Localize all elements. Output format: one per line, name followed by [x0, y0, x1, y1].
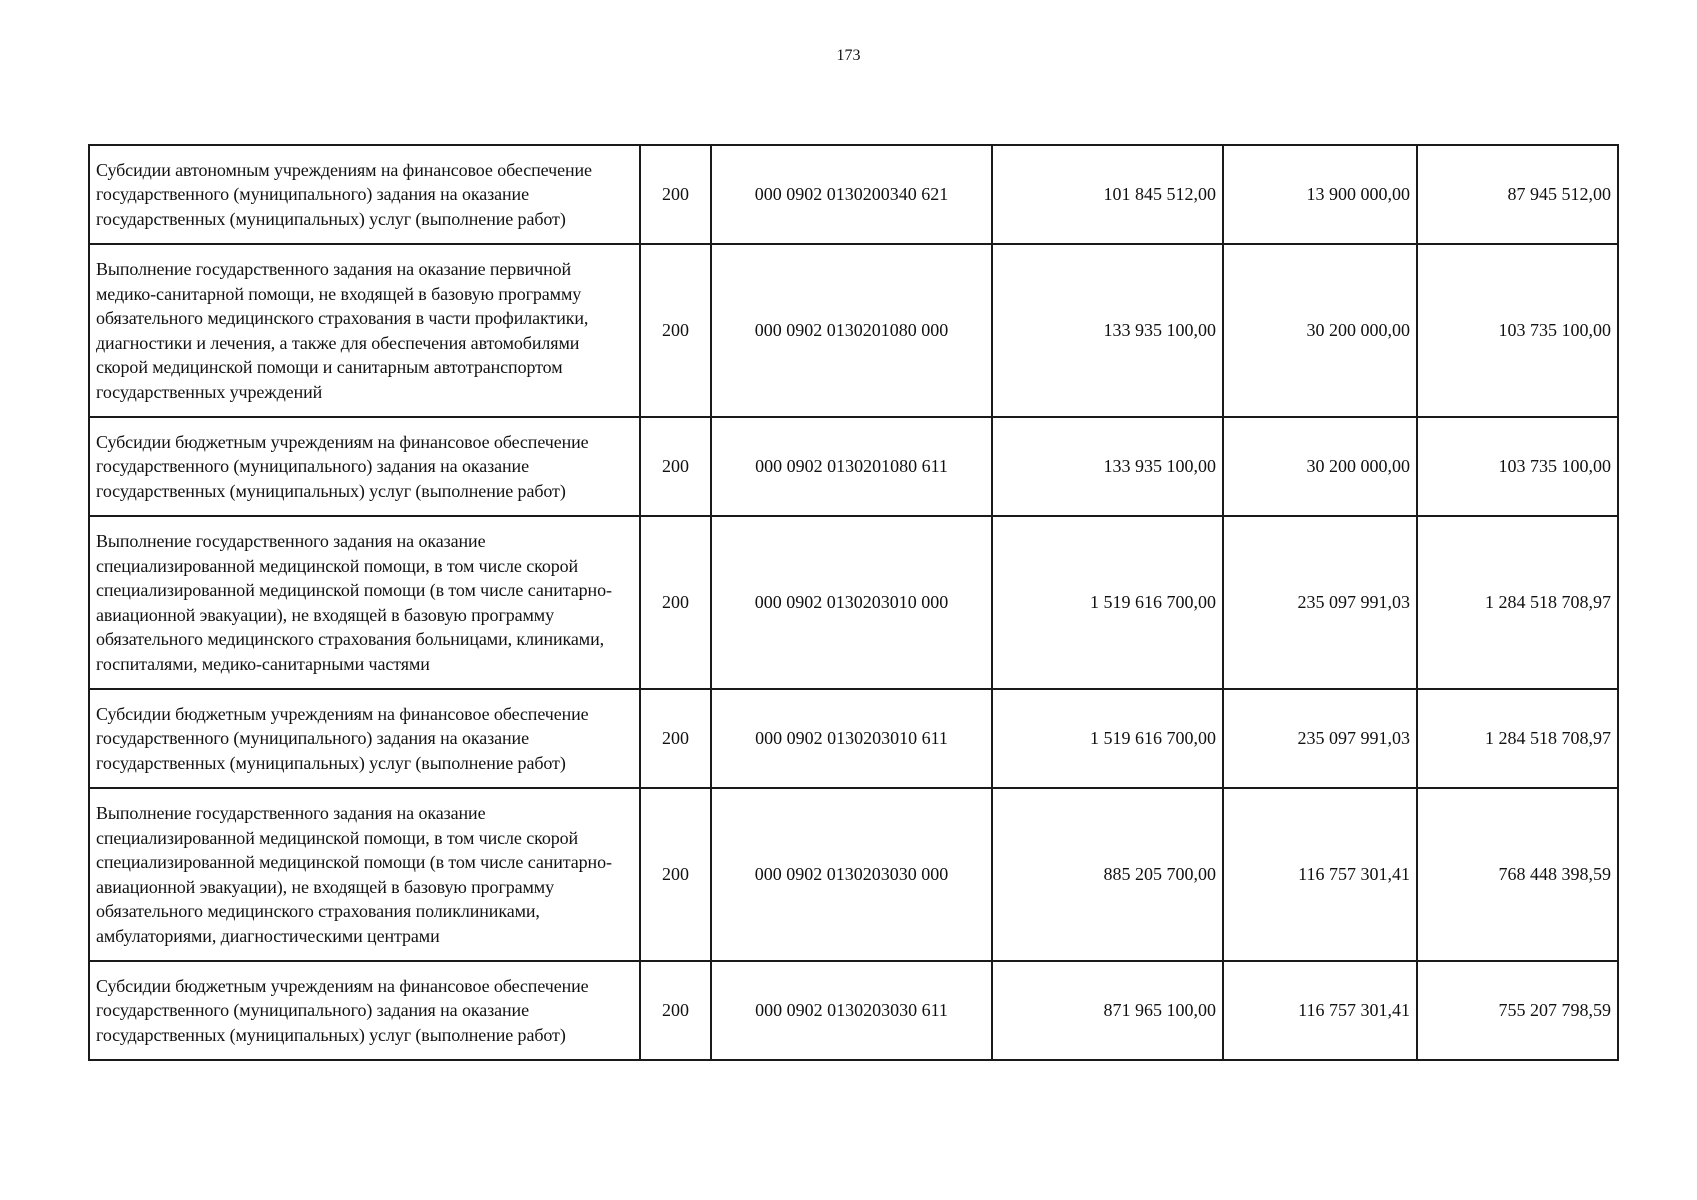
table-row: [89, 244, 1618, 417]
row-unexecuted-amount: 87 945 512,00: [1417, 145, 1618, 244]
row-unexecuted-amount: 1 284 518 708,97: [1417, 516, 1618, 689]
row-code: 200: [640, 417, 711, 516]
row-unexecuted-amount: 103 735 100,00: [1417, 244, 1618, 417]
row-code: 200: [640, 961, 711, 1060]
row-executed-amount: 116 757 301,41: [1223, 788, 1417, 961]
row-approved-amount: 133 935 100,00: [992, 244, 1223, 417]
row-code: 200: [640, 788, 711, 961]
table-row: [89, 145, 1618, 244]
row-code: 200: [640, 516, 711, 689]
row-description: Субсидии бюджетным учреждениям на финансовое обеспечение государственного (муниципального) задания на оказание государственных (муниципальных) услуг (выполнение работ): [89, 961, 640, 1060]
budget-table: [88, 144, 1619, 1061]
row-unexecuted-amount: 768 448 398,59: [1417, 788, 1618, 961]
row-classification-code: 000 0902 0130201080 000: [711, 244, 992, 417]
row-description: Выполнение государственного задания на оказание специализированной медицинской помощи, в том числе скорой специализированной медицинской помощи (в том числе санитарно-авиационной эвакуации), не входящей в базовую программу обязательного медицинского страхования больницами, клиниками, госпиталями, медико-санитарными частями: [89, 516, 640, 689]
row-approved-amount: 133 935 100,00: [992, 417, 1223, 516]
row-approved-amount: 871 965 100,00: [992, 961, 1223, 1060]
row-approved-amount: 885 205 700,00: [992, 788, 1223, 961]
row-executed-amount: 116 757 301,41: [1223, 961, 1417, 1060]
row-description: Выполнение государственного задания на оказание специализированной медицинской помощи, в том числе скорой специализированной медицинской помощи (в том числе санитарно-авиационной эвакуации), не входящей в базовую программу обязательного медицинского страхования поликлиниками, амбулаториями, диагностическими центрами: [89, 788, 640, 961]
row-classification-code: 000 0902 0130203010 611: [711, 689, 992, 788]
page-number: 173: [836, 47, 861, 64]
row-executed-amount: 30 200 000,00: [1223, 417, 1417, 516]
row-classification-code: 000 0902 0130203010 000: [711, 516, 992, 689]
table-row: [89, 961, 1618, 1060]
table-body: [89, 145, 1618, 1060]
row-executed-amount: 235 097 991,03: [1223, 516, 1417, 689]
row-description: Субсидии бюджетным учреждениям на финансовое обеспечение государственного (муниципального) задания на оказание государственных (муниципальных) услуг (выполнение работ): [89, 689, 640, 788]
row-unexecuted-amount: 755 207 798,59: [1417, 961, 1618, 1060]
row-description: Субсидии бюджетным учреждениям на финансовое обеспечение государственного (муниципального) задания на оказание государственных (муниципальных) услуг (выполнение работ): [89, 417, 640, 516]
row-approved-amount: 1 519 616 700,00: [992, 689, 1223, 788]
row-code: 200: [640, 689, 711, 788]
row-code: 200: [640, 244, 711, 417]
row-approved-amount: 1 519 616 700,00: [992, 516, 1223, 689]
row-unexecuted-amount: 1 284 518 708,97: [1417, 689, 1618, 788]
row-executed-amount: 13 900 000,00: [1223, 145, 1417, 244]
row-classification-code: 000 0902 0130201080 611: [711, 417, 992, 516]
row-code: 200: [640, 145, 711, 244]
table-row: [89, 788, 1618, 961]
row-approved-amount: 101 845 512,00: [992, 145, 1223, 244]
row-classification-code: 000 0902 0130200340 621: [711, 145, 992, 244]
table-row: [89, 417, 1618, 516]
row-description: Субсидии автономным учреждениям на финансовое обеспечение государственного (муниципального) задания на оказание государственных (муниципальных) услуг (выполнение работ): [89, 145, 640, 244]
row-unexecuted-amount: 103 735 100,00: [1417, 417, 1618, 516]
row-classification-code: 000 0902 0130203030 611: [711, 961, 992, 1060]
table-row: [89, 516, 1618, 689]
row-classification-code: 000 0902 0130203030 000: [711, 788, 992, 961]
row-executed-amount: 235 097 991,03: [1223, 689, 1417, 788]
row-executed-amount: 30 200 000,00: [1223, 244, 1417, 417]
row-description: Выполнение государственного задания на оказание первичной медико-санитарной помощи, не входящей в базовую программу обязательного медицинского страхования в части профилактики, диагностики и лечения, а также для обеспечения автомобилями скорой медицинской помощи и санитарным автотранспортом государственных учреждений: [89, 244, 640, 417]
table-row: [89, 689, 1618, 788]
